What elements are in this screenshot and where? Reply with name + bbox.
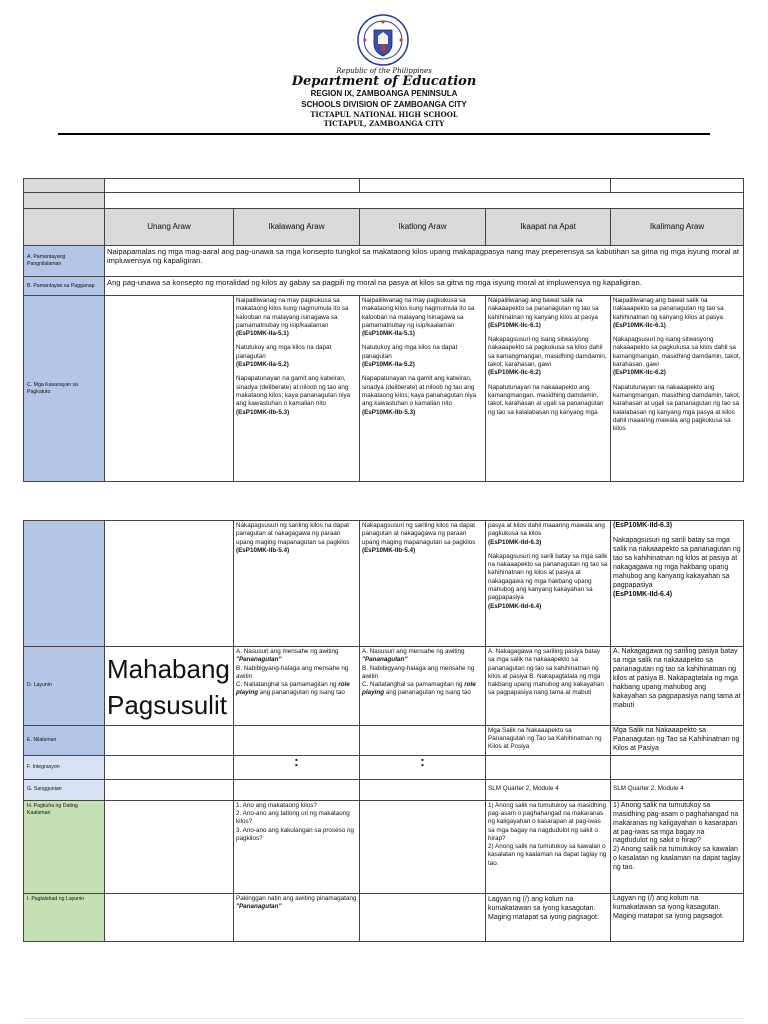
competency-day5-cont: (EsP10MK-IId-6.3) Nakapagsusuri ng sarili batay sa mga salik na nakaaapekto sa pananagutan ng tao sa kahihinatnan ng kilos at pasiya at nakagagawa ng mga hakbang upang mahubog ang kanyang kakayahan sa pagpapasiya (EsP10MK-IId-6.4) — [611, 521, 744, 647]
row-label-d: D. Layunin — [24, 647, 105, 726]
table-cell — [105, 755, 234, 779]
table-cell — [24, 209, 105, 246]
reference-day4: SLM Quarter 2, Module 4 — [486, 779, 611, 800]
prior-knowledge-day2: 1. Ano ang makataong kilos? 2. Ano-ano ang tatlong uri ng makataong kilos? 3. Ano-ano ang kakulangan sa proseso ng pagkilos? — [234, 800, 360, 893]
table-cell — [105, 893, 234, 941]
department-title: Department of Education — [291, 74, 477, 89]
table-cell — [360, 779, 486, 800]
objective-presentation-day2: Pakinggan natin ang awiting pinamagatang "Pananagutan" — [234, 893, 360, 941]
table-row — [24, 193, 744, 209]
prior-knowledge-day4: 1) Anong salik na tumutukoy sa masidhing pag-asam o paghahangad na makaranas ng kaligayahan o kasarapan at pag-iwas sa mga bagay na nagdudulot ng sakit o hirap? 2) Anong salik na tumutukoy sa kawalan o kasalatan ng kaalaman na dapat taglay ng tao. — [486, 800, 611, 893]
row-label-e: E. Nilalaman — [24, 725, 105, 755]
row-b — [24, 277, 744, 296]
table-cell — [105, 521, 234, 647]
row-label-b: B. Pamantayan sa Pagganap — [24, 277, 105, 296]
school-line: TICTAPUL NATIONAL HIGH SCHOOL — [310, 110, 458, 119]
performance-standard: Ang pag-unawa sa konsepto ng moralidad ng kilos ay gabay sa pagpili ng moral na pasya at kilos sa gitna ng mga isyung moral at impluwensya ng kapaligiran. — [105, 277, 744, 296]
objectives-day5: A. Nakagagawa ng sariling pasiya batay sa mga salik na nakaaapekto sa pananagutan ng tao sa kahihinatnan ng kilos at pasiya B. Nakapagtatala ng mga hakbang upang mahubog ang kakayahan sa pagpapasiya nang tama at mabuti — [611, 647, 744, 726]
content-day4: Mga Salik na Nakaaapekto sa Pananagutan ng Tao sa Kahihinatnan ng Kilos at Posiya — [486, 725, 611, 755]
table-cell — [611, 179, 744, 193]
objective-presentation-day5: Lagyan ng (/) ang kolum na kumakatawan sa iyong kasagutan. Maging matapat sa iyong pagsagot. — [611, 893, 744, 941]
long-test-label: Mahabang Pagsusulit — [105, 647, 234, 726]
integration-day2: : — [234, 755, 360, 779]
lesson-plan-table-2 — [23, 520, 744, 942]
objective-presentation-day4: Lagyan ng (/) ang kolum na kumakatawan sa iyong kasagutan. Maging matapat sa iyong pagsagot. — [486, 893, 611, 941]
table-cell — [360, 179, 611, 193]
row-label-c: C. Mga Kasanayan sa Pagkatuto — [24, 296, 105, 482]
day-header-3: Ikatlong Araw — [360, 209, 486, 246]
table-cell — [105, 800, 234, 893]
row-label-i: I. Paglalahad ng Layunin — [24, 893, 105, 941]
day-header-1: Unang Araw — [105, 209, 234, 246]
row-h — [24, 800, 744, 893]
row-c — [24, 296, 744, 482]
table-cell — [360, 893, 486, 941]
row-f — [24, 755, 744, 779]
row-g — [24, 779, 744, 800]
day-header-2: Ikalawang Araw — [234, 209, 360, 246]
table-cell — [105, 179, 360, 193]
table-cell — [105, 725, 234, 755]
document-header — [0, 0, 768, 140]
table-cell — [234, 725, 360, 755]
reference-day5: SLM Quarter 2, Module 4 — [611, 779, 744, 800]
objectives-day3: A. Nasusuri ang mensahe ng awiting "Pananagutan" B. Nabibigyang-halaga ang mensahe ng awitin C. Naitatanghal sa pamamagitan ng role playing ang pananagutan ng isang tao — [360, 647, 486, 726]
table-cell — [486, 755, 611, 779]
table-cell — [360, 725, 486, 755]
row-d — [24, 647, 744, 726]
table-cell — [234, 779, 360, 800]
header-divider — [58, 133, 710, 135]
content-standard: Naipapamalas ng mga mag-aaral ang pag-unawa sa mga konsepto tungkol sa makataong kilos upang makapagpasya nang may preperensya sa kabutihan sa gitna ng mga isyung moral at impluwensya ng kapaligiran. — [105, 246, 744, 277]
table-cell — [24, 193, 105, 209]
day-header-4: Ikaapat na Apat — [486, 209, 611, 246]
competency-day5: Naipaliliwanag ang bawat salik na nakaaapekto sa pananagutan ng tao sa kahihinatnan ng kanyang kilos at pasya (EsP10MK-IIc-6.1) Nakapagsusuri ng isang sitwasyong nakaaapekto sa pagkukusa sa kilos dahil sa kamangmangan, masidhing damdamin, takot, karahasan, gawi (EsP10MK-IIc-6.2) Napatutunayan na nakaaapekto ang kamangmangan, masidhing damdamin, takot, karahasan at ugali sa pananagutan ng tao sa kalalabasan ng kanyang mga pasya at kilos dahil maaaring mawala ang pagkukusa sa kilos — [611, 296, 744, 482]
table-cell — [24, 521, 105, 647]
integration-day3: : — [360, 755, 486, 779]
competency-day3: Naipaliliwanag na may pagkukusa sa makataong kilos kung nagmumula ito sa kalooban na malayang isinagawa sa pamamatnubay ng isip/kaalaman (EsP10MK-IIa-5.1) Natutukoy ang mga kilos na dapat panagutan (EsP10MK-IIa-5.2) Napapatunayan na gamit ang katwiran, sinadya (deliberate) at niloob ng tao ang makataong kilos; kaya pananagutan niya ang kawastuhan o kamalian nito (EsP10MK-IIb-5.3) — [360, 296, 486, 482]
row-a — [24, 246, 744, 277]
table-cell — [105, 296, 234, 482]
objectives-day2: A. Nasusuri ang mensahe ng awiting "Pananagutan" B. Nabibigyang-halaga ang mensahe ng awitin C. Naitatanghal sa pamamagitan ng role playing ang pananagutan ng isang tao — [234, 647, 360, 726]
competency-day2-cont: Nakapagsusuri ng sariling kilos na dapat panagutan at nakagagawa ng paraan upang maging mapanagutan sa pagkilos (EsP10MK-IIb-5.4) — [234, 521, 360, 647]
row-e — [24, 725, 744, 755]
row-label-f: F. Integrasyon — [24, 755, 105, 779]
competency-day4: Naipaliliwanag ang bawat salik na nakaaapekto sa pananagutan ng tao sa kahihinatnan ng kanyang kilos at pasya (EsP10MK-IIc-6.1) Nakapagsusuri ng isang sitwasyong nakaaapekto sa pagkukusa sa kilos dahil sa kamangmangan, masidhing damdamin, takot, karahasan, gawi (EsP10MK-IIc-6.2) Napatutunayan na nakaaapekto ang kamangmangan, masidhing damdamin, takot, karahasan at ugali sa pananagutan ng tao sa kalalabasan ng kanyang mga — [486, 296, 611, 482]
address-line: TICTAPUL, ZAMBOANGA CITY — [323, 119, 445, 128]
table-cell — [611, 755, 744, 779]
row-label-h: H. Pagkuha ng Dating Kaalaman — [24, 800, 105, 893]
lesson-plan-table-1 — [23, 178, 744, 482]
day-header-5: Ikalimang Araw — [611, 209, 744, 246]
competency-day3-cont: Nakapagsusuri ng sariling kilos na dapat panagutan at nakagagawa ng paraan upang maging mapanagutan sa pagkilos (EsP10MK-IIb-5.4) — [360, 521, 486, 647]
division-line: SCHOOLS DIVISION OF ZAMBOANGA CITY — [301, 100, 467, 109]
republic-line: Republic of the Philippines — [336, 67, 432, 75]
region-line: REGION IX, ZAMBOANGA PENINSULA — [310, 89, 458, 98]
page-bottom-divider — [23, 1018, 743, 1019]
row-i — [24, 893, 744, 941]
day-header-row — [24, 209, 744, 246]
row-c-continued — [24, 521, 744, 647]
row-label-a: A. Pamantayang Pangnilalaman — [24, 246, 105, 277]
row-label-g: G. Sanggunian — [24, 779, 105, 800]
content-day5: Mga Salik na Nakaaapekto sa Pananagutan ng Tao sa Kahihinatnan ng Kilos at Pasiya — [611, 725, 744, 755]
table-cell — [24, 179, 105, 193]
competency-day4-cont: pasya at kilos dahil maaaring mawala ang pagkukusa sa kilos (EsP10MK-IId-6.3) Nakapagsusuri ng sarili batay sa mga salik na nakaaapekto sa pananagutan ng tao sa kahihinatnan ng kilos at pasiya at nakagagawa ng mga hakbang upang mahubog ang kanyang kakayahan sa pagpapasiya (EsP10MK-IId-6.4) — [486, 521, 611, 647]
table-row — [24, 179, 744, 193]
table-cell — [105, 193, 744, 209]
competency-day2: Naipaliliwanag na may pagkukusa sa makataong kilos kung nagmumula ito sa kalooban na malayang isinagawa sa pamamatnubay ng isip/kaalaman (EsP10MK-IIa-5.1) Natutukoy ang mga kilos na dapat panagutan (EsP10MK-IIa-5.2) Napapatunayan na gamit ang katwiran, sinadya (deliberate) at niloob ng tao ang makataong kilos; kaya pananagutan niya ang kawastuhan o kamalian nito (EsP10MK-IIb-5.3) — [234, 296, 360, 482]
table-cell — [360, 800, 486, 893]
prior-knowledge-day5: 1) Anong salik na tumutukoy sa masidhing pag-asam o paghahangad na makaranas ng kaligayahan o kasarapan at pag-iwas sa mga bagay na nagdudulot ng sakit o hirap? 2) Anong salik na tumutukoy sa kawalan o kasalatan ng kaalaman na dapat taglay ng tao. — [611, 800, 744, 893]
deped-seal-icon — [357, 14, 409, 66]
objectives-day4: A. Nakagagawa ng sariling pasiya batay sa mga salik na nakaaapekto sa pananagutan ng tao sa kahihinatnan ng kilos at pasiya B. Nakapagtatala ng mga hakbang upang mahubog ang kakayahan sa pagpapasiya nang tama at mabuti — [486, 647, 611, 726]
table-cell — [105, 779, 234, 800]
